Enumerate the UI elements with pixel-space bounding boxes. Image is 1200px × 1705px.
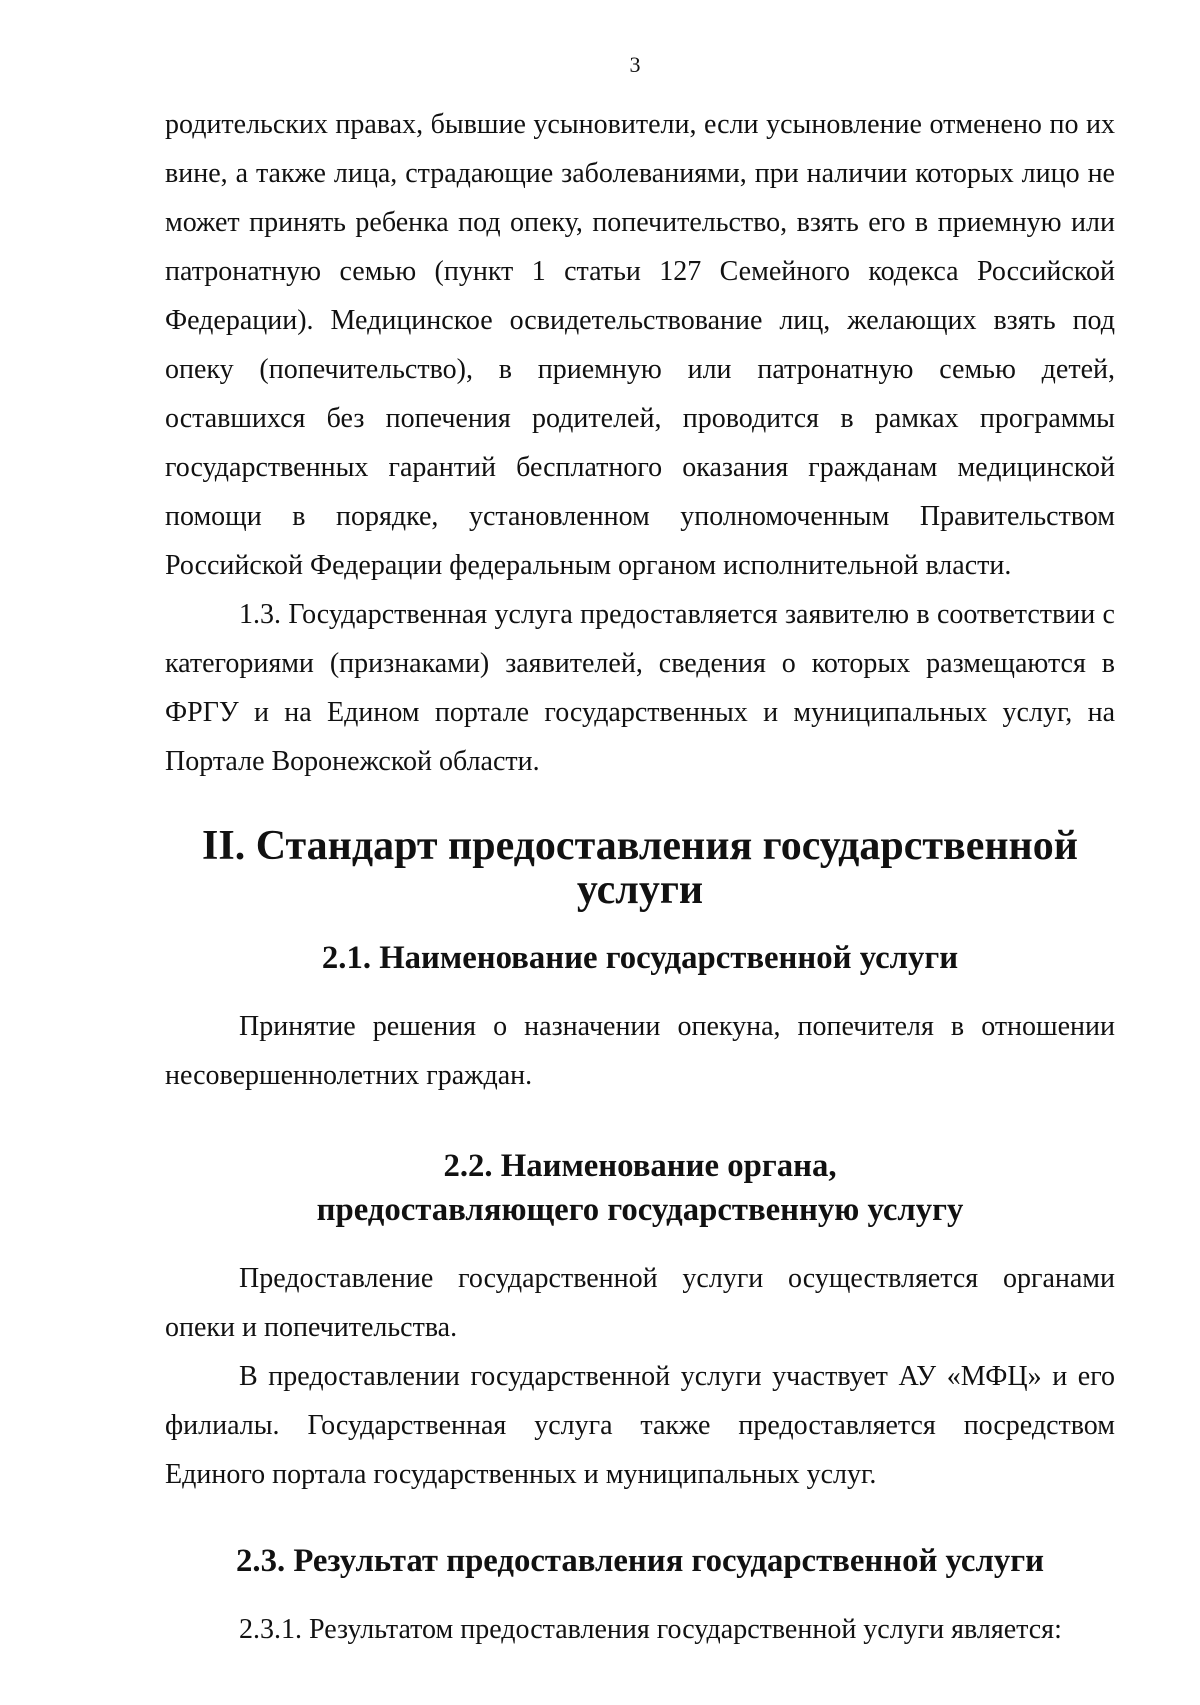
page-number: 3 (629, 52, 641, 77)
paragraph-medical-exam: родительских правах, бывшие усыновители, если усыновление отменено по их вине, а также лица, страдающие заболеваниями, при наличии которых лицо не может принять ребенка под опеку, попечительство, взять его в приемную или патронатную семью (пункт 1 статьи 127 Семейного кодекса Российской Федерации). Медицинское освидетельствование лиц, желающих взять под опеку (попечительство), в приемную или патронатную семью детей, оставшихся без попечения родителей, проводится в рамках программы государственных гарантий бесплатного оказания гражданам медицинской помощи в порядке, установленном уполномоченным Правительством Российской Федерации федеральным органом исполнительной власти. (165, 109, 1115, 581)
heading-2-1: 2.1. Наименование государственной услуги (321, 940, 959, 976)
paragraph-2-3-1: 2.3.1. Результатом предоставления государственной услуги является: (239, 1614, 1062, 1645)
paragraph-2-1: Принятие решения о назначении опекуна, попечителя в отношении несовершеннолетних граждан. (165, 1011, 1115, 1091)
paragraph-2-2-mfc: В предоставлении государственной услуги участвует АУ «МФЦ» и его филиалы. Государственная услуга также предоставляется посредством Единого портала государственных и муниципальных услуг. (165, 1361, 1115, 1490)
heading-2-2-line1: 2.2. Наименование органа, (443, 1148, 837, 1184)
heading-2-3: 2.3. Результат предоставления государственной услуги (236, 1543, 1044, 1579)
paragraph-2-2-authority: Предоставление государственной услуги осуществляется органами опеки и попечительства. (165, 1263, 1115, 1343)
paragraph-1-3: 1.3. Государственная услуга предоставляется заявителю в соответствии с категориями (признаками) заявителей, сведения о которых размещаются в ФРГУ и на Едином портале государственных и муниципальных услуг, на Портале Воронежской области. (165, 599, 1115, 777)
document-body (165, 100, 1115, 1654)
section-title-standard: II. Стандарт предоставления государственной услуги (202, 823, 1078, 913)
heading-2-2-line2: предоставляющего государственную услугу (316, 1192, 964, 1228)
